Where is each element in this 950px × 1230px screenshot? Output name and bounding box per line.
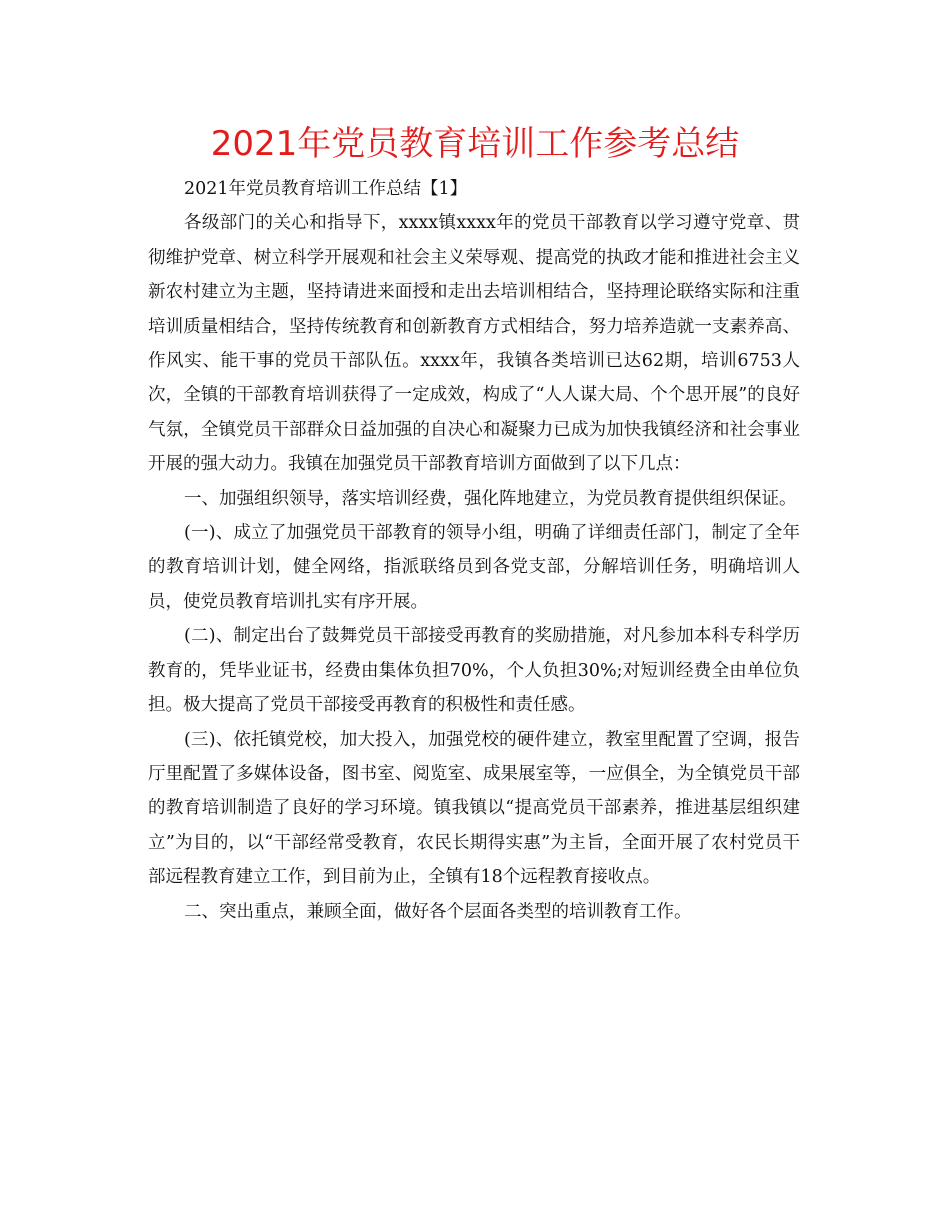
paragraph-section-1-item-3: (三)、依托镇党校，加大投入，加强党校的硬件建立，教室里配置了空调，报告厅里配置了多媒体设备，图书室、阅览室、成果展室等，一应俱全，为全镇党员干部的教育培训制造了良好的学习环境。镇我镇以“提高党员干部素养，推进基层组织建立”为目的，以“干部经常受教育，农民长期得实惠”为主旨，全面开展了农村党员干部远程教育建立工作，到目前为止，全镇有18个远程教育接收点。 xyxy=(148,729,800,888)
paragraph-section-2-heading: 二、突出重点，兼顾全面，做好各个层面各类型的培训教育工作。 xyxy=(184,901,692,922)
document-body xyxy=(148,172,800,929)
paragraph-section-1-heading: 一、加强组织领导，落实培训经费，强化阵地建立，为党员教育提供组织保证。 xyxy=(184,488,797,509)
paragraph-section-1-item-1: (一)、成立了加强党员干部教育的领导小组，明确了详细责任部门，制定了全年的教育培训计划，健全网络，指派联络员到各党支部，分解培训任务，明确培训人员，使党员教育培训扎实有序开展。 xyxy=(148,523,800,612)
document-subtitle: 2021年党员教育培训工作总结【1】 xyxy=(184,179,468,199)
paragraph-intro: 各级部门的关心和指导下，xxxx镇xxxx年的党员干部教育以学习遵守党章、贯彻维护党章、树立科学开展观和社会主义荣辱观、提高党的执政才能和推进社会主义新农村建立为主题，坚持请进来面授和走出去培训相结合，坚持理论联络实际和注重培训质量相结合，坚持传统教育和创新教育方式相结合，努力培养造就一支素养高、作风实、能干事的党员干部队伍。xxxx年，我镇各类培训已达62期，培训6753人次，全镇的干部教育培训获得了一定成效，构成了“人人谋大局、个个思开展”的良好气氛，全镇党员干部群众日益加强的自决心和凝聚力已成为加快我镇经济和社会事业开展的强大动力。我镇在加强党员干部教育培训方面做到了以下几点： xyxy=(148,213,800,475)
paragraph-section-1-item-2: (二)、制定出台了鼓舞党员干部接受再教育的奖励措施，对凡参加本科专科学历教育的，凭毕业证书，经费由集体负担70%，个人负担30%;对短训经费全由单位负担。极大提高了党员干部接受再教育的积极性和责任感。 xyxy=(148,626,800,716)
document-title: 2021年党员教育培训工作参考总结 xyxy=(210,124,740,164)
